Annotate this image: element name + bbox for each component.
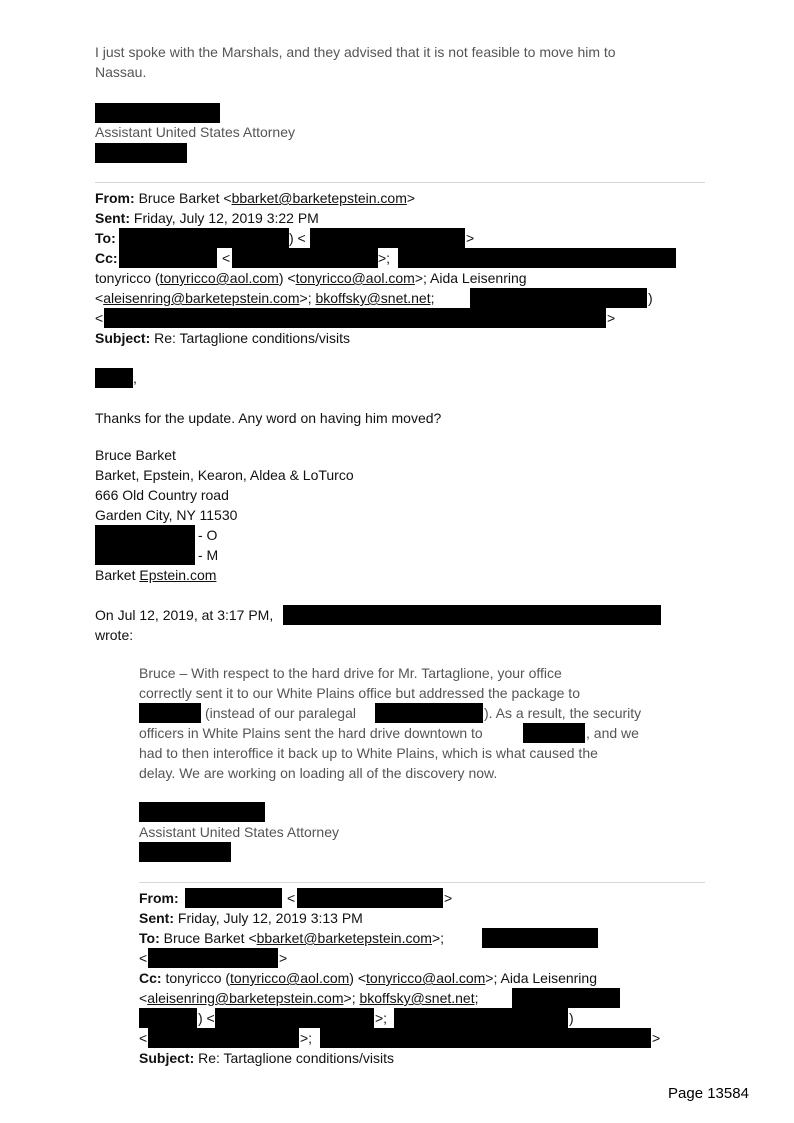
email-link[interactable]: tonyricco@aol.com <box>295 270 415 286</box>
email-body: Thanks for the update. Any word on having him moved? <box>95 410 442 426</box>
redaction-block <box>139 842 231 862</box>
redaction-block <box>470 288 647 308</box>
sig-address: 666 Old Country road <box>95 487 229 503</box>
quote-line: , and we <box>586 725 639 741</box>
cc-paren: ) <box>569 1010 574 1026</box>
redaction-block <box>95 143 187 163</box>
email-link[interactable]: aleisenring@barketepstein.com <box>147 990 344 1006</box>
email-from: From: Bruce Barket <bbarket@barketepstein.com> <box>95 190 416 206</box>
email-to: To: <box>95 230 116 246</box>
redaction-block <box>104 308 606 328</box>
redaction-block <box>232 248 378 268</box>
from-lt: < <box>287 890 296 906</box>
redaction-block <box>482 928 598 948</box>
sig-web: Barket Epstein.com <box>95 567 217 583</box>
signature-title: Assistant United States Attorney <box>95 124 295 140</box>
redaction-block <box>394 1008 568 1028</box>
cc-gt: > <box>652 1030 661 1046</box>
redaction-block <box>148 1028 299 1048</box>
sig-address: Garden City, NY 11530 <box>95 507 238 523</box>
redaction-block <box>320 1028 651 1048</box>
web-link[interactable]: Epstein.com <box>139 567 217 583</box>
cc-sep: >; <box>300 1030 313 1046</box>
from-gt: > <box>444 890 453 906</box>
redaction-block <box>95 103 220 123</box>
email-sent: Sent: Friday, July 12, 2019 3:13 PM <box>139 910 363 926</box>
to-close: > <box>466 230 475 246</box>
cc-sep: >; <box>375 1010 388 1026</box>
sig-firm: Barket, Epstein, Kearon, Aldea & LoTurco <box>95 467 354 483</box>
cc-gt: > <box>607 310 616 326</box>
signature-title: Assistant United States Attorney <box>139 824 339 840</box>
email-sent: Sent: Friday, July 12, 2019 3:22 PM <box>95 210 319 226</box>
email-subject: Subject: Re: Tartaglione conditions/visits <box>95 330 350 346</box>
quote-line: correctly sent it to our White Plains office but addressed the package to <box>139 685 580 701</box>
email-cc: Cc: tonyricco (tonyricco@aol.com) <tonyricco@aol.com>; Aida Leisenring <box>139 970 597 986</box>
email-to: To: Bruce Barket <bbarket@barketepstein.com>; <box>139 930 445 946</box>
redaction-block <box>310 228 465 248</box>
email-link[interactable]: aleisenring@barketepstein.com <box>103 290 300 306</box>
redaction-block <box>375 703 483 723</box>
quote-line: officers in White Plains sent the hard drive downtown to <box>139 725 483 741</box>
email-cc: Cc: <box>95 250 118 266</box>
redaction-block <box>119 228 289 248</box>
redaction-block <box>148 948 278 968</box>
divider <box>139 882 705 883</box>
quote-line: (instead of our paralegal <box>205 705 356 721</box>
redaction-block <box>215 1008 374 1028</box>
email-link[interactable]: bbarket@barketepstein.com <box>256 930 432 946</box>
redaction-block <box>297 888 443 908</box>
to-separator: ) < <box>289 230 306 246</box>
redaction-block <box>523 723 585 743</box>
redaction-block <box>139 802 265 822</box>
cc-lt: < <box>95 310 104 326</box>
redaction-block <box>95 368 133 388</box>
redaction-block <box>119 248 217 268</box>
cc-lt: < <box>139 1030 148 1046</box>
quote-line: delay. We are working on loading all of the discovery now. <box>139 765 498 781</box>
cc-sep: ) < <box>198 1010 215 1026</box>
redaction-block <box>512 988 620 1008</box>
to-gt: > <box>279 950 288 966</box>
email-link[interactable]: tonyricco@aol.com <box>230 970 350 986</box>
quote-line: ). As a result, the security <box>484 705 642 721</box>
cc-paren: ) <box>648 290 653 306</box>
email-from: From: <box>139 890 179 906</box>
cc-line: <aleisenring@barketepstein.com>; bkoffsky@snet.net; <box>95 290 435 306</box>
cc-line: <aleisenring@barketepstein.com>; bkoffsky@snet.net; <box>139 990 479 1006</box>
email-link[interactable]: tonyricco@aol.com <box>366 970 486 986</box>
redaction-block <box>139 703 201 723</box>
to-lt: < <box>139 950 148 966</box>
redaction-block <box>398 248 676 268</box>
email-link[interactable]: bkoffsky@snet.net; <box>315 290 435 306</box>
email-link[interactable]: bbarket@barketepstein.com <box>231 190 407 206</box>
sig-office: - O <box>198 527 218 543</box>
email-link[interactable]: tonyricco@aol.com <box>159 270 279 286</box>
email-link[interactable]: bkoffsky@snet.net; <box>359 990 479 1006</box>
redaction-block <box>95 525 195 545</box>
redaction-block <box>283 605 661 625</box>
redaction-block <box>185 888 282 908</box>
sig-name: Bruce Barket <box>95 447 176 463</box>
quote-intro: On Jul 12, 2019, at 3:17 PM, <box>95 607 274 623</box>
cc-line: tonyricco (tonyricco@aol.com) <tonyricco@aol.com>; Aida Leisenring <box>95 270 527 286</box>
cc-sep: >; <box>378 250 391 266</box>
quote-wrote: wrote: <box>95 627 134 643</box>
redaction-block <box>139 1008 197 1028</box>
page-number: Page 13584 <box>668 1085 749 1102</box>
quote-line: had to then interoffice it back up to White Plains, which is what caused the <box>139 745 598 761</box>
greeting-comma: , <box>133 370 137 386</box>
message-line: Nassau. <box>95 64 147 80</box>
sig-mobile: - M <box>198 547 219 563</box>
redaction-block <box>95 545 195 565</box>
message-line: I just spoke with the Marshals, and they advised that it is not feasible to move him to <box>95 44 616 60</box>
quote-line: Bruce – With respect to the hard drive for Mr. Tartaglione, your office <box>139 665 562 681</box>
email-subject: Subject: Re: Tartaglione conditions/visits <box>139 1050 394 1066</box>
cc-lt: < <box>222 250 231 266</box>
divider <box>95 182 705 183</box>
